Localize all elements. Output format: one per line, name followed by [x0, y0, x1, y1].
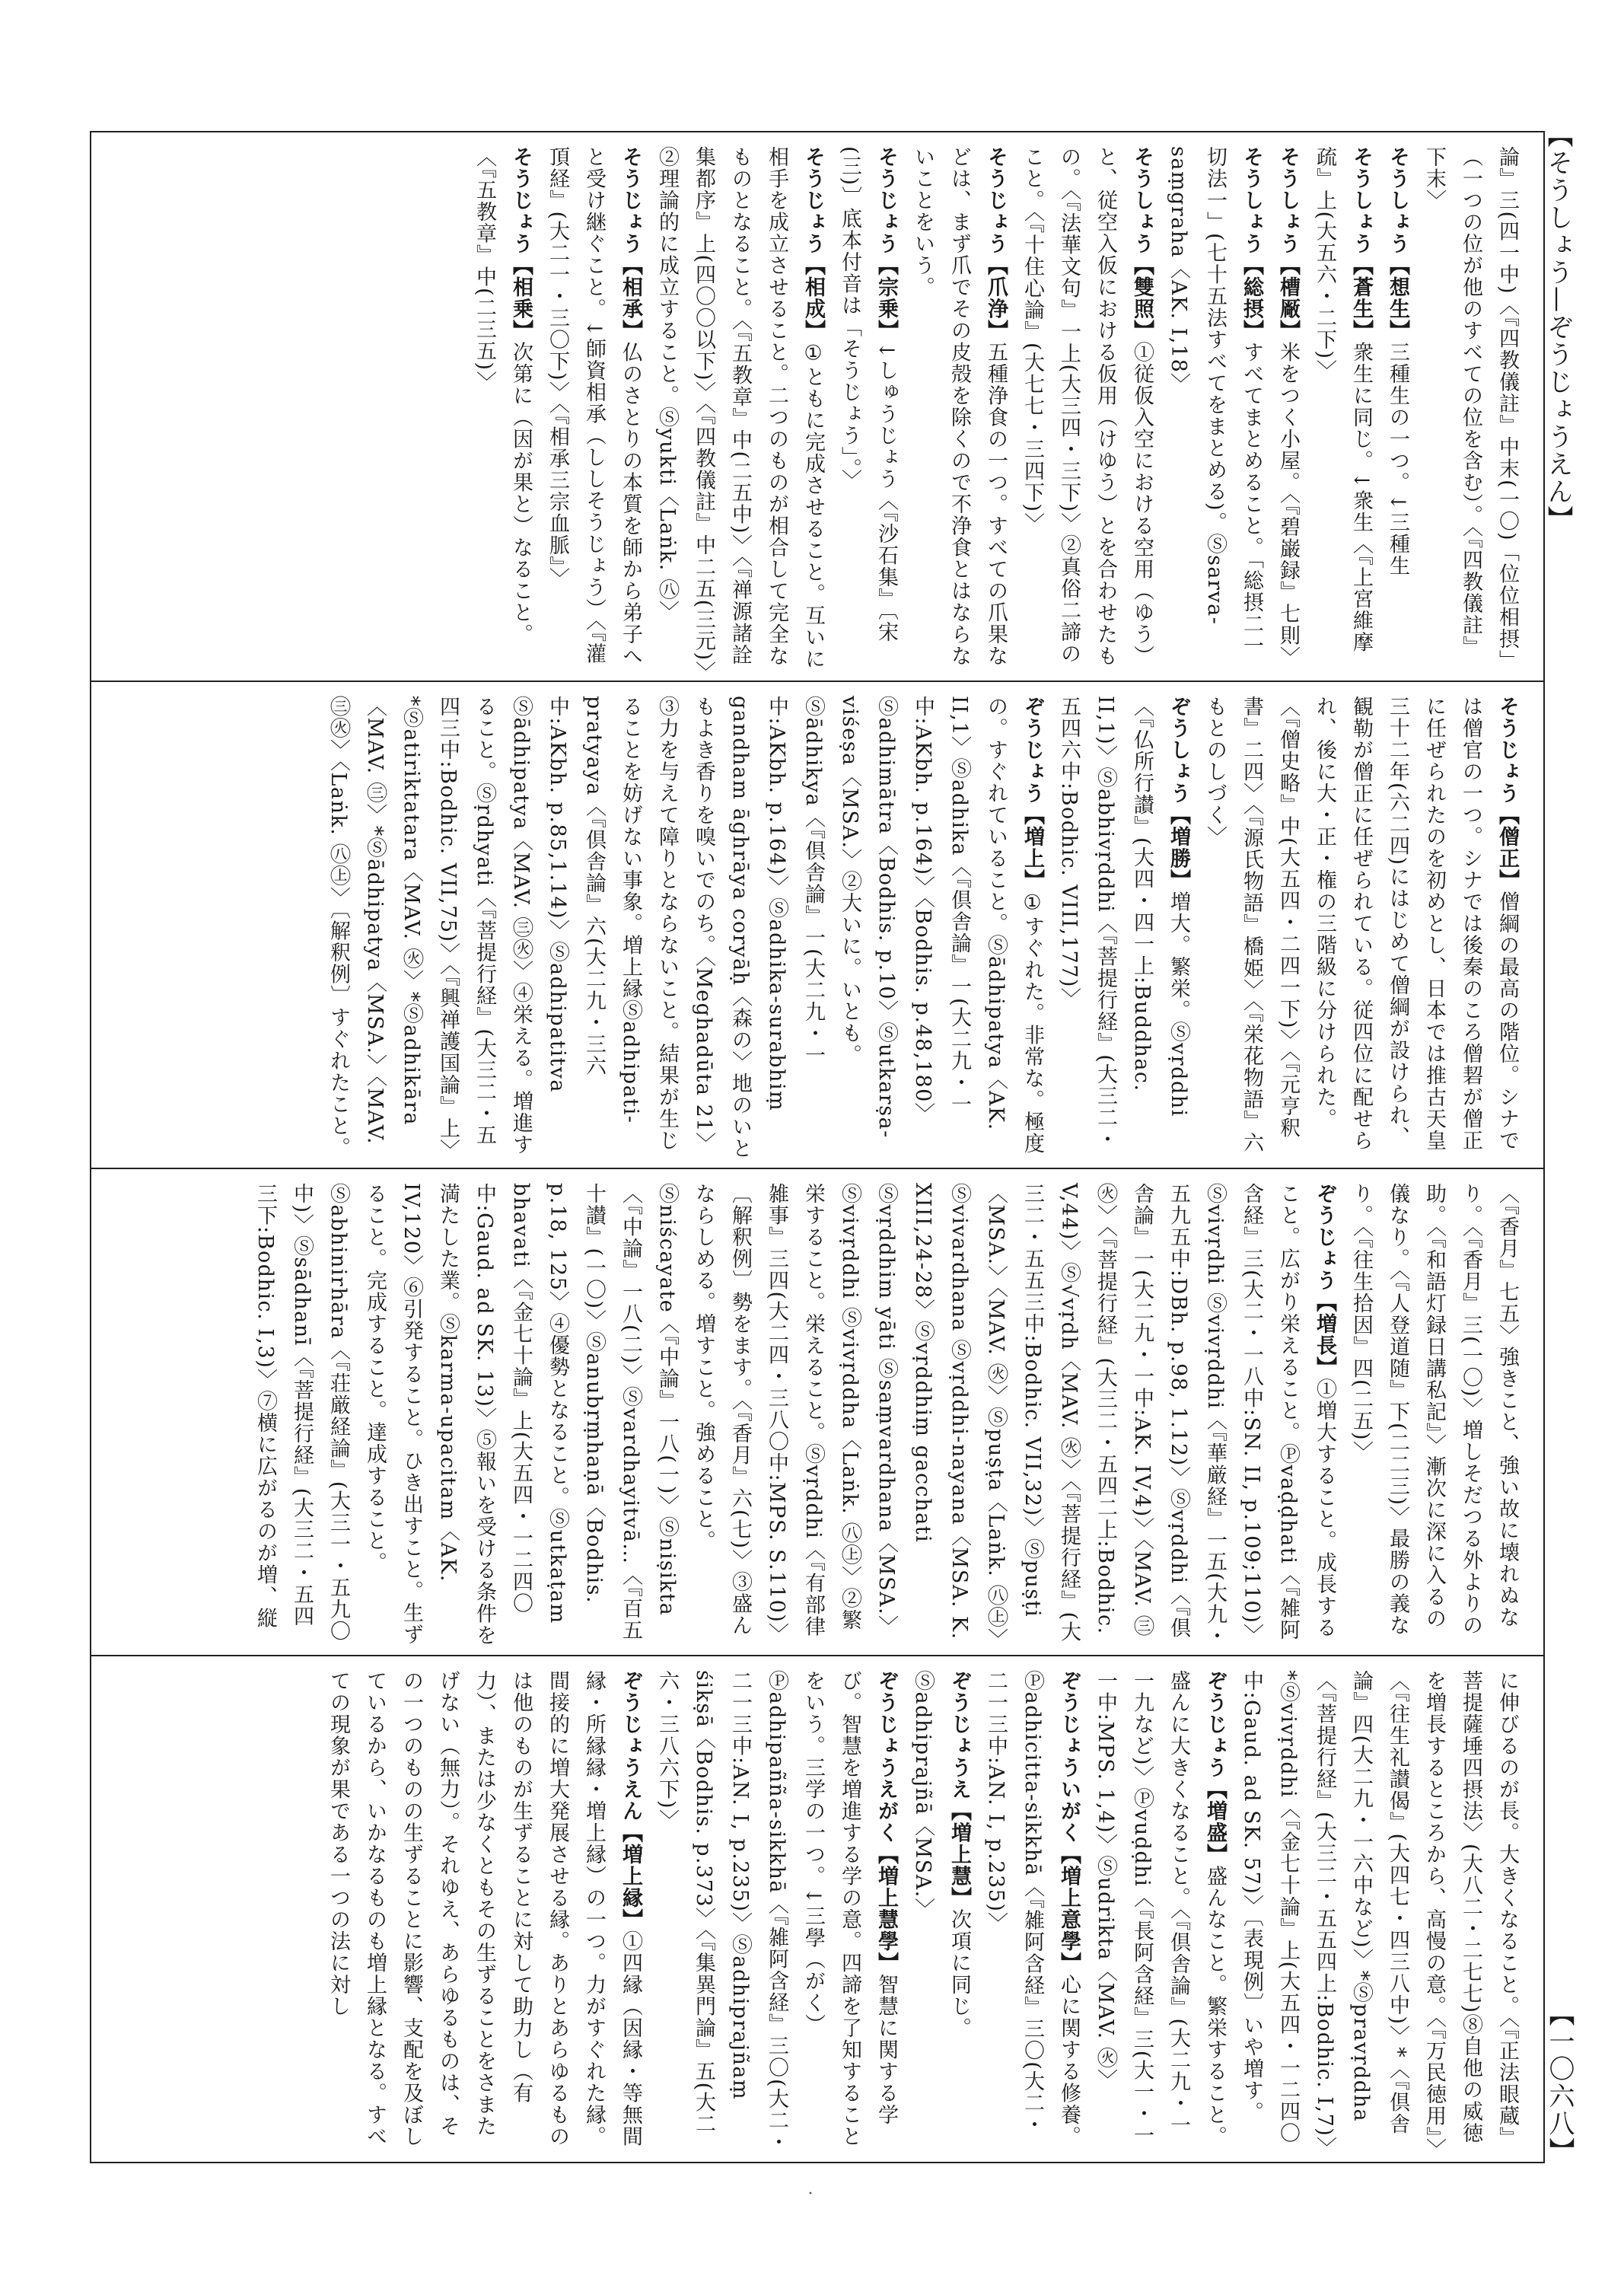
- center-mark: ·: [807, 2185, 814, 2204]
- headword: ぞうじょうえ【増上慧】: [947, 1670, 971, 1909]
- entry: [1094, 1670, 1227, 2147]
- headword: ぞうじょうえん【増上縁】: [619, 1670, 642, 1930]
- entry: [911, 146, 1008, 667]
- entry: [1422, 146, 1519, 671]
- headword: ぞうしょう【増勝】: [1167, 696, 1190, 891]
- headword: そうしょう【想生】: [1386, 146, 1409, 342]
- tier-1: [91, 132, 1543, 682]
- entry: [1313, 146, 1373, 653]
- entry: [984, 1670, 1081, 2147]
- entry-text: 論』三(四一中)〈『四教儀註』中末(一〇)「位位相摂」（一つの位が他のすべての位を含む）。〈『四教儀註』下末〉: [1422, 146, 1519, 672]
- entry-text: 米をつく小屋。〈『碧巌録』七則〉: [1276, 341, 1300, 668]
- headword: そうしょう【雙照】: [1130, 146, 1154, 342]
- headword: ぞうじょう【増上】: [1021, 696, 1044, 891]
- headword: そうじょう【宗乗】: [874, 146, 898, 342]
- tier-2: [91, 682, 1543, 1169]
- headword: ぞうじょう【増長】: [1313, 1183, 1336, 1379]
- entry-text: 増大。繁栄。Ⓢvṛddhi〈『仏所行讃』(大四・四一上:Buddhac. II,1)〉Ⓢabhivṛddhi〈『菩提行経』(大三二・五四六中:Bodhic. VIII,177)〉: [1057, 696, 1190, 1151]
- entry-text: ①ともに完成させること。互いに相手を成立させること。二つのものが相合して完全なものとなること。〈『五教章』中(二五中)〉〈『禅源諸詮集都序』上(四〇〇以下)〉〈『四教儀註』中二五(三元)〉②理論的に成立すること。Ⓢyukti〈Laṅk. ㊇〉: [655, 146, 825, 673]
- entry: [655, 146, 825, 673]
- tier-1-text: [91, 132, 1543, 681]
- entry: [1240, 1670, 1519, 2150]
- entry: [1057, 696, 1190, 1150]
- entry: [1203, 696, 1519, 1154]
- entry-text: 次項に同じ。Ⓢadhiprajñā〈MSA.〉: [911, 1670, 971, 2039]
- entry: [1349, 1183, 1519, 1637]
- entry-text: ①増大すること。成長すること。広がり栄えること。Ⓟvaḍḍhati〈『雑阿含経』三(大二・一八中:SN. II, p.109;110)〉Ⓢvivṛdhi Ⓢvivṛddhi〈『華厳経』一五(大九・五九五中:DBh. p.98, 1.12)〉Ⓢvṛddhi〈『倶舎論』一(大二九・一中:AK. IV,4)〉〈MAV. ㊂㊋〉〈『菩提行経』(大三二・五四二上:Bodhic. V,44)〉Ⓢ√vṛdh〈MAV. ㊋〉〈『菩提行経』(大三二・五五三中:Bodhic. VII,32)〉Ⓢpuṣṭi〈MSA.〉〈MAV. ㊋〉Ⓢpuṣṭa〈Laṅk. ㊇㊤〉Ⓢvivardhana Ⓢvṛddhi-nayana〈MSA. K. XIII,24-28〉Ⓢvṛddhiṃ gacchati Ⓢvṛddhim yāti Ⓢsaṃvardhana〈MSA.〉Ⓢvivṛddhi Ⓢvivṛddha〈Laṅk. ㊇㊤〉②繁栄すること。栄えること。Ⓢvṛddhi〈『有部律雑事』三四(大二四・三八〇中:MPS. S.110)〉〔解釈例〕勢をます。〈『香月』六(七)〉③盛んならしめる。増すこと。強めること。Ⓢniścayate〈『中論』一八(一)〉Ⓢniṣikta〈『中論』一八(二)〉Ⓢvardhayitvā…〈『百五十讃』(一〇)〉Ⓢanubṛṃhaṇā〈Bodhis. p.18, 125〉④優勢となること。Ⓢutkaṭam bhavati〈『金七十論』上(大五四・一二四〇中:Gaud. ad SK. 13)〉⑤報いを受ける条件を満たした業。Ⓢkarma-upacitam〈AK. IV,120〉⑥引発すること。ひき出すこと。生ずること。完成すること。達成すること。Ⓢabhinirhāra〈『荘厳経論』(大三一・五九〇中)〉Ⓢsādhanī〈『菩提行経』(大三二・五四三下:Bodhic. I,3)〉⑦横に広がるのが増、縦: [253, 1183, 1336, 1647]
- entry: [1276, 146, 1300, 668]
- headword: そうじょう【僧正】: [1495, 696, 1519, 891]
- entry-text: ↓しゅうじょう〈『沙石集』〔宋(三)〕底本付音は「そうじょう」。〉: [838, 146, 898, 643]
- headword: そうじょう【相成】: [801, 146, 825, 342]
- headword: そうしょう【槽厰】: [1276, 146, 1300, 342]
- tier-4-text: [91, 1656, 1543, 2162]
- headword: ぞうじょう【増盛】: [1203, 1670, 1227, 1866]
- entry-text: すべてまとめること。「総摂二一切法一」(七十五法すべてをまとめる)。Ⓢsarva-saṃgraha〈AK. I,18〉: [1167, 146, 1263, 657]
- entry-text: 智慧に関する学び。智慧を増進する学の意。四諦を了知することをいう。三学の一つ。↓三學（がく）Ⓟadhipañña-sikkhā〈『雑阿含経』三〇(大二・二一三中:AN. I, p.235)〉Ⓢadhiprajñaṃ śikṣā〈Bodhis. p.373〉〈『集異門論』五(大二六・三八六下)〉: [655, 1670, 898, 2153]
- entry: [655, 1670, 898, 2153]
- entry-text: 盛んなこと。繁栄すること。盛んに大きくなること。〈『倶舎論』(大二九・一一九など)〉Ⓟvuḍḍhi〈『長阿含経』三(大一・一一中:MPS. 1,4)〉Ⓢudrikta〈MAV. ㊋〉: [1094, 1670, 1227, 2147]
- entry-text: 心に関する修養。Ⓟadhicitta-sikkhā〈『雑阿含経』三〇(大二・二一三中:AN. I, p.235)〉: [984, 1670, 1081, 2147]
- entry-text: 三種生の一つ。↓三種生: [1386, 341, 1409, 577]
- tier-3: [91, 1169, 1543, 1656]
- entry-text: ①四縁（因縁・等無間縁・所縁縁・増上縁）の一つ。力がすぐれた縁。間接的に増大発展させる縁。ありとあらゆるものは他のものが生ずることに対して助力し（有力）、または少なくともその生ずることをさまたげない（無力）。それゆえ、あらゆるものは、その一つのものの生ずることに影響、支配を及ぼしているから、いかなるものも増上縁となる。すべての現象が果である一つの法に対し: [326, 1670, 642, 2147]
- entry-text: 衆生に同じ。↓衆生〈『上宮維摩疏』上(大五六・二下)〉: [1313, 146, 1373, 654]
- entry: [253, 1183, 1336, 1647]
- entry: [1386, 146, 1409, 577]
- entry: [326, 1670, 642, 2147]
- entry: [546, 146, 642, 667]
- entry: [326, 696, 1044, 1159]
- entry-text: ①すぐれた。非常な。極度の。すぐれていること。Ⓢādhipatya〈AK. II,1〉Ⓢadhika〈『倶舎論』一(大二九・一中:AKbh. p.164)〉〈Bodhis. p.48,180〉Ⓢadhimātra〈Bodhis. p.10〉Ⓢutkarṣa-viśeṣa〈MSA.〉②大いに。いとも。Ⓢādhikya〈『倶舎論』一(大二九・一中:AKbh. p.164)〉Ⓢadhika-surabhiṃ gandham āghrāya coryāḥ〈森の〉地のいともよき香りを嗅いでのち。〈Meghadūta 21〉③力を与えて障りとならないこと。結果が生じることを妨げない事象。増上縁Ⓢadhipati-pratyaya〈『倶舎論』六(大二九・三六中:AKbh. p.85,1.14)〉Ⓢadhipatitva Ⓢādhipatya〈MAV. ㊂㊋〉④栄える。増進すること。Ⓢṛdhyati〈『菩提行経』(大三二・五四三中:Bodhic. VII,75)〉〈『興禅護国論』上〉*Ⓢatiriktatara〈MAV. ㊋〉*Ⓢadhikāra〈MAV. ㊂〉*Ⓢādhipatya〈MSA.〉〈MAV. ㊂㊋〉〈Laṅk. ㊇㊤〉〔解釈例〕すぐれたこと。: [326, 696, 1044, 1160]
- entry-text: に伸びるのが長。大きくなること。〈『正法眼蔵』菩提薩埵四摂法〉(大八二・二七七)⑧自他の威徳を増長するところから、高慢の意。〈『万民徳用』〉〈『往生礼讃偈』(大四七・四三八中)〉*〈『倶舎論』四(大二九・一六中など)〉*Ⓢpravṛddha〈『菩提行経』(大三二・五五四上:Bodhic. I,7)〉*Ⓢvivṛddhi〈『金七十論』上(大五四・一二四〇中:Gaud. ad SK. 57)〉〔表現例〕いや増す。: [1240, 1670, 1519, 2150]
- headword: そうじょう【相乗】: [509, 146, 533, 342]
- headword: そうしょう【総摂】: [1240, 146, 1263, 342]
- entry-text: 五種浄食の一つ。すべての爪果などは、まず爪でその皮殻を除くので不浄食とはならないことをいう。: [911, 146, 1008, 667]
- headword: そうじょう【相承】: [619, 146, 642, 342]
- headword: そうじょう【爪浄】: [984, 146, 1008, 342]
- tier-4: [91, 1656, 1543, 2162]
- headword: そうしょう【蒼生】: [1349, 146, 1373, 342]
- tier-2-text: [91, 682, 1543, 1168]
- entry-text: 仏のさとりの本質を師から弟子へと受け継ぐこと。↓師資相承（ししそうじょう）〈『灌頂経』(大二一・三〇下)〉〈『相承三宗血脈』〉: [546, 146, 642, 667]
- entry: [473, 146, 533, 645]
- page-number: 【一〇六八】: [1544, 2000, 1575, 2165]
- tier-3-text: [91, 1169, 1543, 1655]
- entry-text: ①従仮入空における空用（ゆう）と、従空入仮における仮用（けゆう）とを合わせたもの。〈『法華文句』一上(大三四・三下)〉②真俗二諦のこと。〈『十住心論』(大七七・三四下)〉: [1021, 146, 1154, 667]
- entry: [1167, 146, 1263, 657]
- entry: [1021, 146, 1154, 667]
- headword: ぞうじょういがく【増上意學】: [1057, 1670, 1081, 1974]
- entry-text: 僧綱の最高の階位。シナでは僧官の一つ。シナでは後秦のころ僧䂮が僧正に任ぜられたのを初めとし、日本では推古天皇三十二年(六二四)にはじめて僧綱が設けられ、観勒が僧正に任ぜられている。従四位に配せられ、後に大・正・権の三階級に分けられた。〈『僧史略』中(大五四・二四一下)〉〈『元亨釈書』二四〉〈『源氏物語』橋姫〉〈『栄花物語』六 もとのしづく〉: [1203, 696, 1519, 1154]
- entry-text: 〈『香月』七五〉強きこと、強い故に壊れぬなり。〈『香月』三(一〇)〉増しそだつる外よりの助。〈『和語灯録日講私記』〉漸次に深に入るの儀なり。〈『人登道随』下(二二三)〉最勝の義なり。〈『往生拾因』四(二五)〉: [1349, 1183, 1519, 1637]
- entry-text: 次第に（因が果と）なること。〈『五教章』中(二三五)〉: [473, 146, 533, 645]
- running-head: 【そうしょう—ぞうじょうえん】: [1543, 122, 1573, 533]
- entry: [911, 1670, 971, 2039]
- headword: ぞうじょうえがく【増上慧學】: [874, 1670, 898, 1974]
- dictionary-page-frame: [90, 131, 1545, 2163]
- entry: [838, 146, 898, 643]
